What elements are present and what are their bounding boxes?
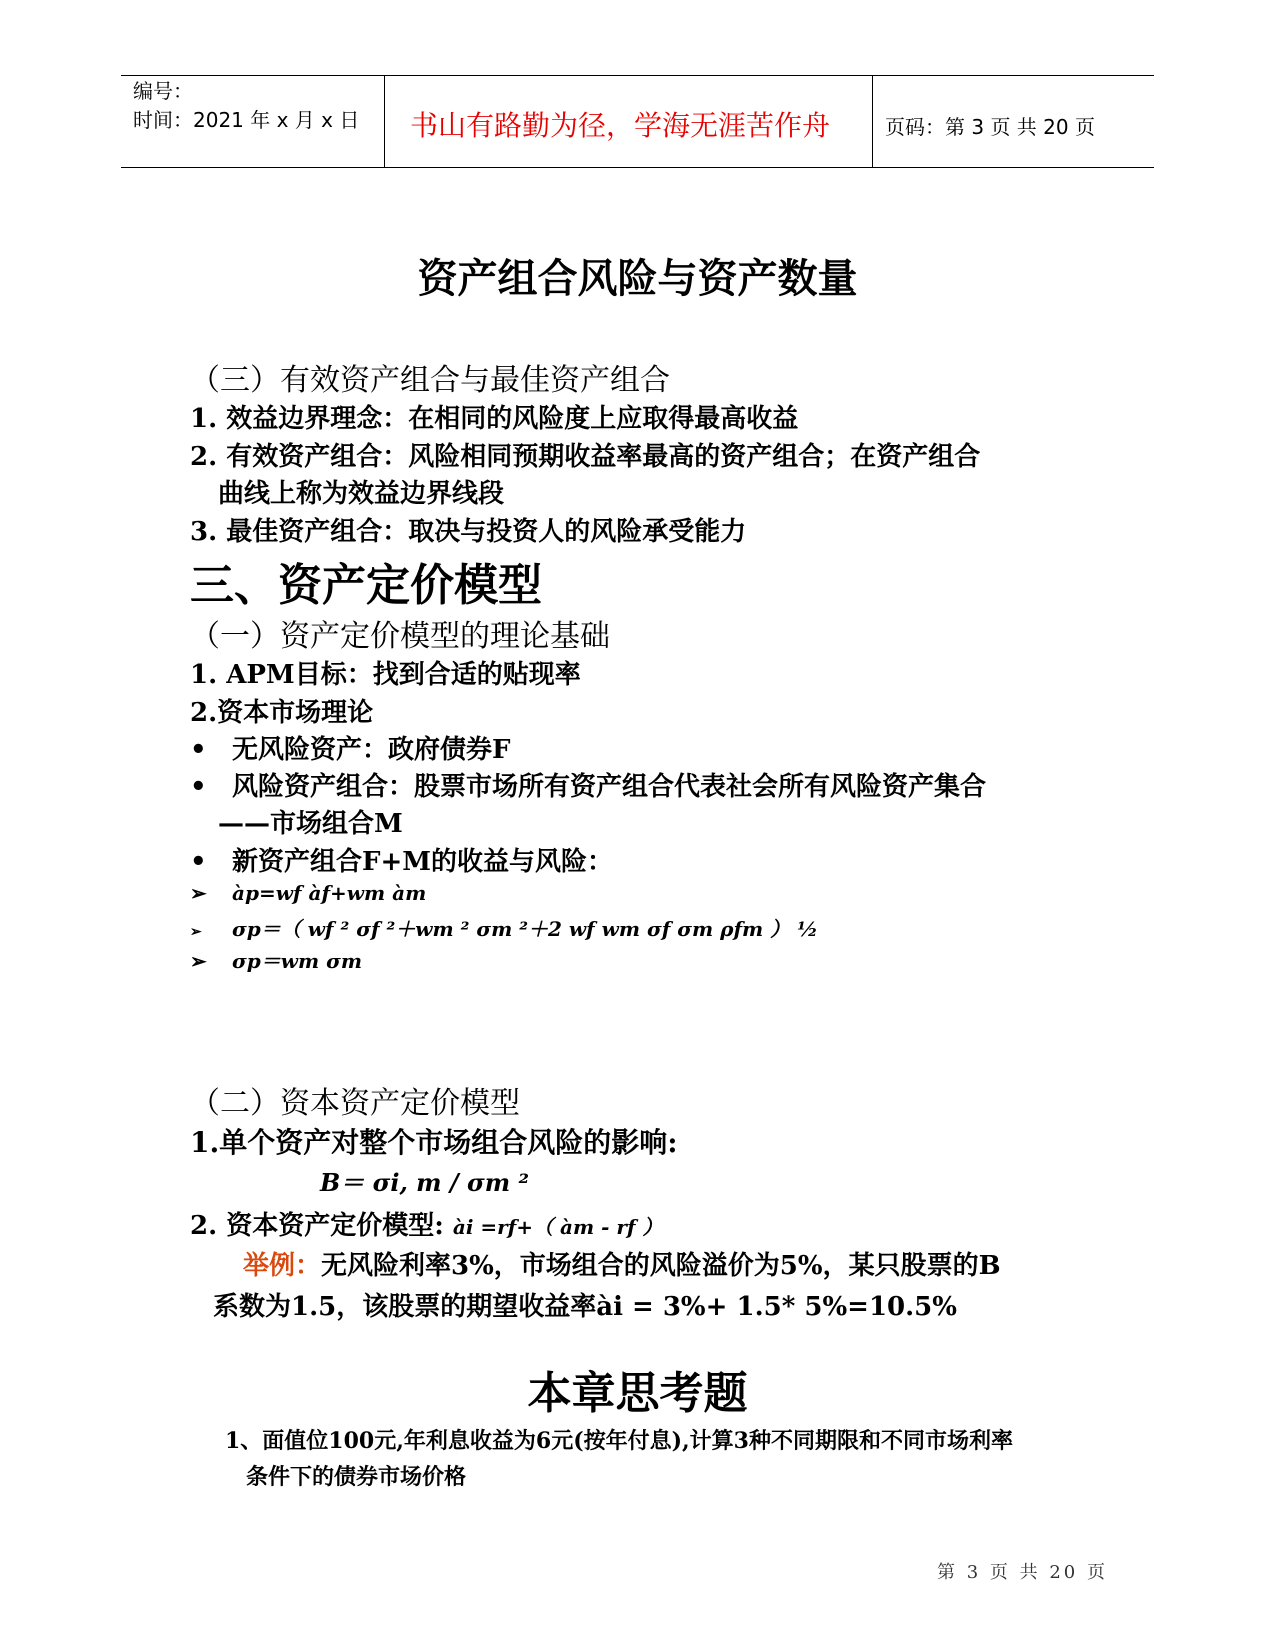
bullet-symbol: • xyxy=(190,735,207,765)
section-efficient-portfolio-heading: （三）有效资产组合与最佳资产组合 xyxy=(190,363,670,398)
header-divider-right xyxy=(872,75,873,168)
new-portfolio-text: 新资产组合F+M的收益与风险： xyxy=(232,847,614,877)
efficient-portfolio-item-line1: 2. 有效资产组合：风险相同预期收益率最高的资产组合；在资产组合 xyxy=(190,442,981,472)
formula-sigma-simplified xyxy=(190,945,362,974)
capm-formula: ài =rf+（ àm - rf ） xyxy=(452,1215,663,1239)
risk-free-asset-text: 无风险资产：政府债券F xyxy=(232,735,511,765)
bullet-risky-portfolio xyxy=(190,766,986,803)
header-number-label: 编号： xyxy=(133,79,193,103)
page-title: 资产组合风险与资产数量 xyxy=(417,255,858,302)
capital-market-theory-line: 2.资本市场理论 xyxy=(190,698,374,728)
header-top-rule xyxy=(121,75,1154,76)
header-bottom-rule xyxy=(121,167,1154,168)
bullet-risk-free-asset xyxy=(190,729,510,766)
formula-return xyxy=(190,881,426,905)
theory-basis-heading: （一）资产定价模型的理论基础 xyxy=(190,619,610,654)
arrow-bullet-icon: ➢ xyxy=(190,949,207,973)
sigma-simplified-formula: σp＝wm σm xyxy=(232,949,362,973)
capm-heading: （二）资本资产定价模型 xyxy=(190,1086,520,1121)
example-text: 无风险利率3%，市场组合的风险溢价为5%，某只股票的B xyxy=(321,1251,1001,1281)
header-page-info: 页码：第 3 页 共 20 页 xyxy=(885,115,1095,139)
market-portfolio-line: ——市场组合M xyxy=(218,809,403,839)
chapter-questions-heading: 本章思考题 xyxy=(527,1368,748,1419)
return-formula: àp=wf àf+wm àm xyxy=(232,881,427,905)
bullet-symbol: • xyxy=(190,847,207,877)
sigma-formula: σp＝（ wf ² σf ²＋wm ² σm ²＋2 wf wm σf σm ρfm ） ½ xyxy=(232,917,819,941)
single-asset-risk-line: 1.单个资产对整个市场组合风险的影响: xyxy=(190,1126,678,1159)
example-line xyxy=(243,1245,1001,1282)
optimal-portfolio-item: 3. 最佳资产组合：取决与投资人的风险承受能力 xyxy=(190,517,747,547)
capm-model-label: 2. 资本资产定价模型: xyxy=(190,1211,444,1241)
question-1-line2: 条件下的债券市场价格 xyxy=(246,1464,467,1490)
header-motto: 书山有路勤为径，学海无涯苦作舟 xyxy=(410,109,831,142)
bullet-new-portfolio xyxy=(190,841,613,878)
bullet-symbol: • xyxy=(190,772,207,802)
header-time-label: 时间：2021 年 x 月 x 日 xyxy=(133,108,360,132)
asset-pricing-heading: 三、资产定价模型 xyxy=(190,560,542,611)
example-label: 举例： xyxy=(243,1251,322,1281)
efficient-portfolio-item-line2: 曲线上称为效益边界线段 xyxy=(218,479,505,509)
arrow-bullet-icon: ➢ xyxy=(190,881,207,905)
formula-portfolio-sigma xyxy=(190,913,818,942)
arrow-bullet-icon: ➢ xyxy=(190,924,202,940)
question-1-line1: 1、面值位100元,年利息收益为6元(按年付息),计算3种不同期限和不同市场利率 xyxy=(225,1428,1013,1454)
risky-portfolio-text: 风险资产组合：股票市场所有资产组合代表社会所有风险资产集合 xyxy=(232,772,987,802)
page-footer: 第 3 页 共 20 页 xyxy=(937,1562,1108,1583)
apm-goal-line: 1. APM目标：找到合适的贴现率 xyxy=(190,660,581,690)
header-divider-left xyxy=(384,75,385,168)
efficient-frontier-item: 1. 效益边界理念：在相同的风险度上应取得最高收益 xyxy=(190,404,799,434)
example-line-2: 系数为1.5，该股票的期望收益率ài = 3%+ 1.5* 5%=10.5% xyxy=(213,1292,957,1322)
capm-model-line xyxy=(190,1205,662,1242)
beta-formula: B＝ σi, m / σm ² xyxy=(320,1168,529,1197)
